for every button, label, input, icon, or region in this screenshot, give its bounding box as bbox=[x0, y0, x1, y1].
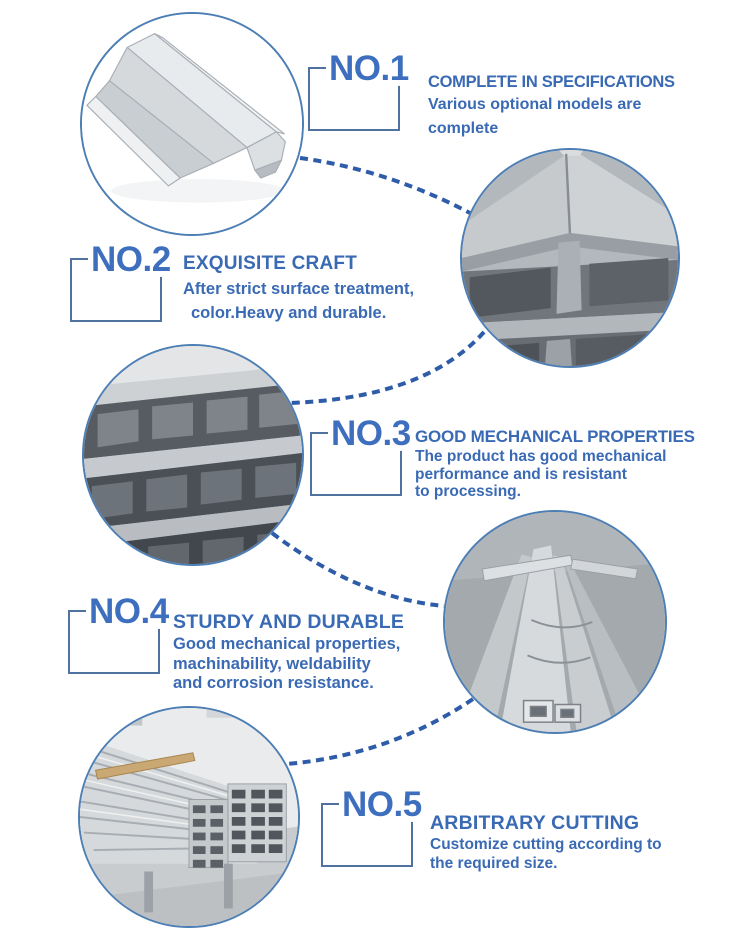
bundled-steel-profiles-photo bbox=[445, 512, 665, 732]
photo-circle-4 bbox=[443, 510, 667, 734]
feature-no4-desc-line: machinability, weldability bbox=[173, 654, 371, 673]
u-channel-steel-photo bbox=[82, 14, 302, 234]
photo-circle-1 bbox=[80, 12, 304, 236]
no3-label: NO.3 bbox=[328, 416, 414, 451]
feature-no1-desc-line: Various optional models are bbox=[428, 96, 642, 113]
connector-circle4-circle5 bbox=[287, 699, 473, 764]
feature-no4-desc-line: and corrosion resistance. bbox=[173, 674, 374, 692]
feature-no5-title: ARBITRARY CUTTING bbox=[430, 812, 640, 834]
no2-label: NO.2 bbox=[88, 242, 174, 277]
stacked-beams-photo bbox=[462, 150, 678, 366]
feature-no2-desc-line: color.Heavy and durable. bbox=[191, 304, 387, 322]
feature-no2-title: EXQUISITE CRAFT bbox=[183, 253, 358, 274]
connector-circle3-circle4 bbox=[272, 533, 444, 606]
no4-label: NO.4 bbox=[86, 594, 172, 629]
photo-circle-3 bbox=[82, 344, 304, 566]
photo-circle-2 bbox=[460, 148, 680, 368]
connector-circle2-circle3 bbox=[290, 332, 484, 403]
feature-no3-desc-line: The product has good mechanical bbox=[415, 448, 667, 465]
feature-no4-desc-line: Good mechanical properties, bbox=[173, 635, 401, 653]
no5-label: NO.5 bbox=[339, 787, 425, 822]
feature-no1-desc-line: complete bbox=[428, 120, 499, 137]
feature-no3-desc-line: to processing. bbox=[415, 483, 521, 500]
feature-no4-title: STURDY AND DURABLE bbox=[173, 611, 405, 633]
feature-no1-title: COMPLETE IN SPECIFICATIONS bbox=[428, 73, 675, 91]
stacked-channel-steel-photo bbox=[84, 346, 302, 564]
connector-circle1-circle2 bbox=[300, 158, 470, 213]
feature-no5-desc-line: the required size. bbox=[430, 855, 558, 872]
no1-label: NO.1 bbox=[326, 51, 412, 86]
feature-no2-desc-line: After strict surface treatment, bbox=[183, 280, 415, 298]
feature-no3-title: GOOD MECHANICAL PROPERTIES bbox=[415, 427, 695, 446]
photo-circle-5 bbox=[78, 706, 300, 928]
channel-steel-stockyard-photo bbox=[80, 708, 298, 926]
feature-no3-desc-line: performance and is resistant bbox=[415, 465, 627, 483]
feature-no5-desc-line: Customize cutting according to bbox=[430, 836, 662, 853]
